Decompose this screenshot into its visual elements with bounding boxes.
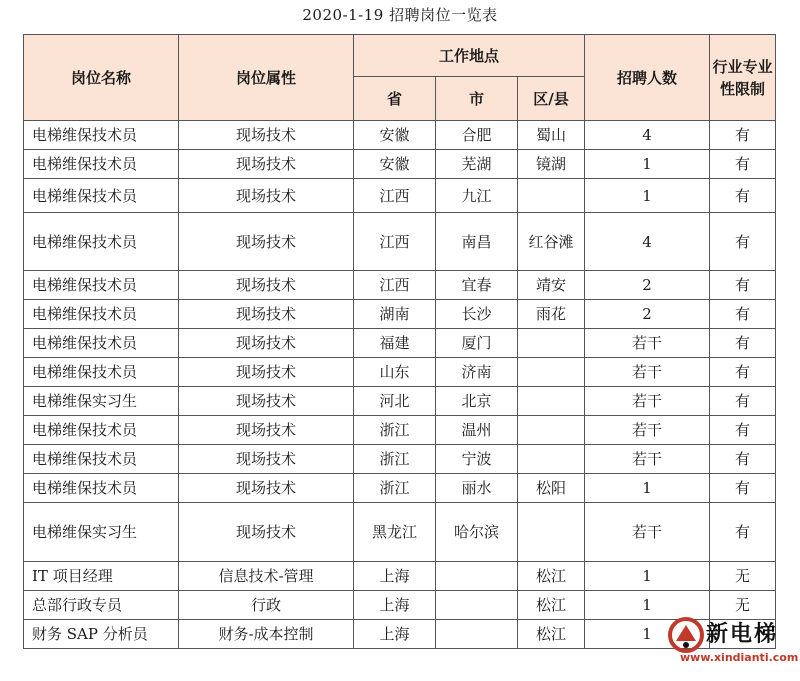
cell-district bbox=[518, 387, 585, 416]
cell-headcount: 1 bbox=[585, 179, 710, 213]
cell-district bbox=[518, 503, 585, 562]
cell-province: 浙江 bbox=[354, 445, 436, 474]
cell-position-name: 电梯维保技术员 bbox=[24, 416, 179, 445]
table-row bbox=[24, 445, 776, 474]
cell-district: 镜湖 bbox=[518, 150, 585, 179]
cell-city: 哈尔滨 bbox=[436, 503, 518, 562]
cell-position-attr: 现场技术 bbox=[179, 387, 354, 416]
cell-industry-limit: 有 bbox=[710, 121, 776, 150]
cell-position-name: 电梯维保技术员 bbox=[24, 474, 179, 503]
table-row bbox=[24, 329, 776, 358]
cell-headcount: 2 bbox=[585, 300, 710, 329]
cell-district: 松阳 bbox=[518, 474, 585, 503]
cell-industry-limit: 无 bbox=[710, 562, 776, 591]
cell-district bbox=[518, 416, 585, 445]
cell-city: 济南 bbox=[436, 358, 518, 387]
header-city: 市 bbox=[436, 77, 518, 121]
cell-province: 安徽 bbox=[354, 150, 436, 179]
cell-district bbox=[518, 358, 585, 387]
table-row bbox=[24, 300, 776, 329]
cell-city: 厦门 bbox=[436, 329, 518, 358]
cell-city: 芜湖 bbox=[436, 150, 518, 179]
cell-position-name: 财务 SAP 分析员 bbox=[24, 620, 179, 649]
cell-district bbox=[518, 179, 585, 213]
cell-province: 上海 bbox=[354, 591, 436, 620]
table-row bbox=[24, 179, 776, 213]
header-province: 省 bbox=[354, 77, 436, 121]
cell-district: 雨花 bbox=[518, 300, 585, 329]
cell-province: 河北 bbox=[354, 387, 436, 416]
cell-position-attr: 现场技术 bbox=[179, 474, 354, 503]
cell-headcount: 2 bbox=[585, 271, 710, 300]
table-row bbox=[24, 121, 776, 150]
cell-district: 松江 bbox=[518, 620, 585, 649]
cell-industry-limit: 有 bbox=[710, 213, 776, 271]
cell-headcount: 4 bbox=[585, 121, 710, 150]
table-row bbox=[24, 416, 776, 445]
recruitment-table bbox=[23, 34, 779, 649]
cell-position-attr: 现场技术 bbox=[179, 300, 354, 329]
cell-industry-limit: 有 bbox=[710, 179, 776, 213]
cell-position-attr: 现场技术 bbox=[179, 179, 354, 213]
cell-position-attr: 现场技术 bbox=[179, 358, 354, 387]
cell-headcount: 若干 bbox=[585, 387, 710, 416]
table-row bbox=[24, 213, 776, 271]
cell-headcount: 1 bbox=[585, 562, 710, 591]
cell-position-name: IT 项目经理 bbox=[24, 562, 179, 591]
table-header bbox=[24, 35, 776, 121]
table-row bbox=[24, 503, 776, 562]
cell-industry-limit: 有 bbox=[710, 271, 776, 300]
cell-city: 南昌 bbox=[436, 213, 518, 271]
cell-position-name: 电梯维保技术员 bbox=[24, 213, 179, 271]
cell-position-attr: 行政 bbox=[179, 591, 354, 620]
cell-industry-limit: 有 bbox=[710, 329, 776, 358]
cell-headcount: 1 bbox=[585, 620, 710, 649]
cell-position-name: 电梯维保技术员 bbox=[24, 271, 179, 300]
table-body bbox=[24, 121, 779, 649]
cell-city: 温州 bbox=[436, 416, 518, 445]
cell-headcount: 若干 bbox=[585, 358, 710, 387]
cell-position-attr: 现场技术 bbox=[179, 150, 354, 179]
cell-headcount: 4 bbox=[585, 213, 710, 271]
cell-city bbox=[436, 591, 518, 620]
cell-position-name: 电梯维保实习生 bbox=[24, 503, 179, 562]
table-row bbox=[24, 271, 776, 300]
cell-industry-limit: 有 bbox=[710, 358, 776, 387]
table-row bbox=[24, 358, 776, 387]
cell-position-name: 电梯维保技术员 bbox=[24, 150, 179, 179]
cell-position-attr: 现场技术 bbox=[179, 121, 354, 150]
cell-province: 江西 bbox=[354, 179, 436, 213]
cell-city: 宜春 bbox=[436, 271, 518, 300]
cell-district: 松江 bbox=[518, 562, 585, 591]
cell-industry-limit: 有 bbox=[710, 150, 776, 179]
cell-industry-limit: 有 bbox=[710, 474, 776, 503]
header-industry-limit: 行业专业性限制 bbox=[710, 35, 776, 121]
cell-district: 蜀山 bbox=[518, 121, 585, 150]
cell-headcount: 1 bbox=[585, 150, 710, 179]
table-row bbox=[24, 562, 776, 591]
cell-headcount: 1 bbox=[585, 474, 710, 503]
table-row bbox=[24, 591, 776, 620]
cell-position-attr: 信息技术-管理 bbox=[179, 562, 354, 591]
cell-province: 福建 bbox=[354, 329, 436, 358]
header-work-location: 工作地点 bbox=[354, 35, 585, 77]
cell-district bbox=[518, 329, 585, 358]
cell-district bbox=[518, 445, 585, 474]
cell-headcount: 若干 bbox=[585, 445, 710, 474]
cell-industry-limit: 有 bbox=[710, 416, 776, 445]
cell-province: 上海 bbox=[354, 562, 436, 591]
cell-district: 红谷滩 bbox=[518, 213, 585, 271]
cell-industry-limit: 有 bbox=[710, 300, 776, 329]
cell-position-name: 电梯维保技术员 bbox=[24, 300, 179, 329]
cell-position-name: 电梯维保技术员 bbox=[24, 329, 179, 358]
cell-position-attr: 财务-成本控制 bbox=[179, 620, 354, 649]
table-row bbox=[24, 150, 776, 179]
cell-position-attr: 现场技术 bbox=[179, 503, 354, 562]
table-row bbox=[24, 387, 776, 416]
cell-province: 上海 bbox=[354, 620, 436, 649]
cell-district: 靖安 bbox=[518, 271, 585, 300]
watermark-url: www.xindianti.com bbox=[680, 651, 799, 664]
table-row bbox=[24, 620, 776, 649]
page-title: 2020-1-19 招聘岗位一览表 bbox=[302, 6, 498, 24]
cell-industry-limit: 有 bbox=[710, 445, 776, 474]
cell-industry-limit: 有 bbox=[710, 387, 776, 416]
cell-position-name: 电梯维保技术员 bbox=[24, 445, 179, 474]
cell-position-attr: 现场技术 bbox=[179, 213, 354, 271]
header-headcount: 招聘人数 bbox=[585, 35, 710, 121]
cell-district: 松江 bbox=[518, 591, 585, 620]
cell-headcount: 若干 bbox=[585, 416, 710, 445]
cell-headcount: 1 bbox=[585, 591, 710, 620]
header-position-name: 岗位名称 bbox=[24, 35, 179, 121]
cell-headcount: 若干 bbox=[585, 503, 710, 562]
cell-industry-limit: 有 bbox=[710, 503, 776, 562]
cell-position-name: 电梯维保技术员 bbox=[24, 121, 179, 150]
cell-position-name: 电梯维保技术员 bbox=[24, 179, 179, 213]
cell-city: 合肥 bbox=[436, 121, 518, 150]
cell-province: 浙江 bbox=[354, 474, 436, 503]
cell-city: 北京 bbox=[436, 387, 518, 416]
cell-headcount: 若干 bbox=[585, 329, 710, 358]
cell-province: 湖南 bbox=[354, 300, 436, 329]
watermark-brand: 新电梯 bbox=[706, 622, 779, 647]
cell-city: 长沙 bbox=[436, 300, 518, 329]
cell-province: 山东 bbox=[354, 358, 436, 387]
cell-position-attr: 现场技术 bbox=[179, 416, 354, 445]
cell-city: 九江 bbox=[436, 179, 518, 213]
cell-province: 安徽 bbox=[354, 121, 436, 150]
cell-industry-limit bbox=[710, 620, 776, 649]
cell-city bbox=[436, 562, 518, 591]
cell-industry-limit: 无 bbox=[710, 591, 776, 620]
header-district: 区/县 bbox=[518, 77, 585, 121]
cell-position-attr: 现场技术 bbox=[179, 329, 354, 358]
cell-position-attr: 现场技术 bbox=[179, 271, 354, 300]
cell-position-attr: 现场技术 bbox=[179, 445, 354, 474]
cell-city bbox=[436, 620, 518, 649]
cell-province: 黑龙江 bbox=[354, 503, 436, 562]
cell-position-name: 电梯维保技术员 bbox=[24, 358, 179, 387]
cell-city: 宁波 bbox=[436, 445, 518, 474]
table-row bbox=[24, 474, 776, 503]
cell-province: 浙江 bbox=[354, 416, 436, 445]
cell-position-name: 电梯维保实习生 bbox=[24, 387, 179, 416]
cell-province: 江西 bbox=[354, 213, 436, 271]
cell-position-name: 总部行政专员 bbox=[24, 591, 179, 620]
cell-province: 江西 bbox=[354, 271, 436, 300]
header-position-attr: 岗位属性 bbox=[179, 35, 354, 121]
cell-city: 丽水 bbox=[436, 474, 518, 503]
